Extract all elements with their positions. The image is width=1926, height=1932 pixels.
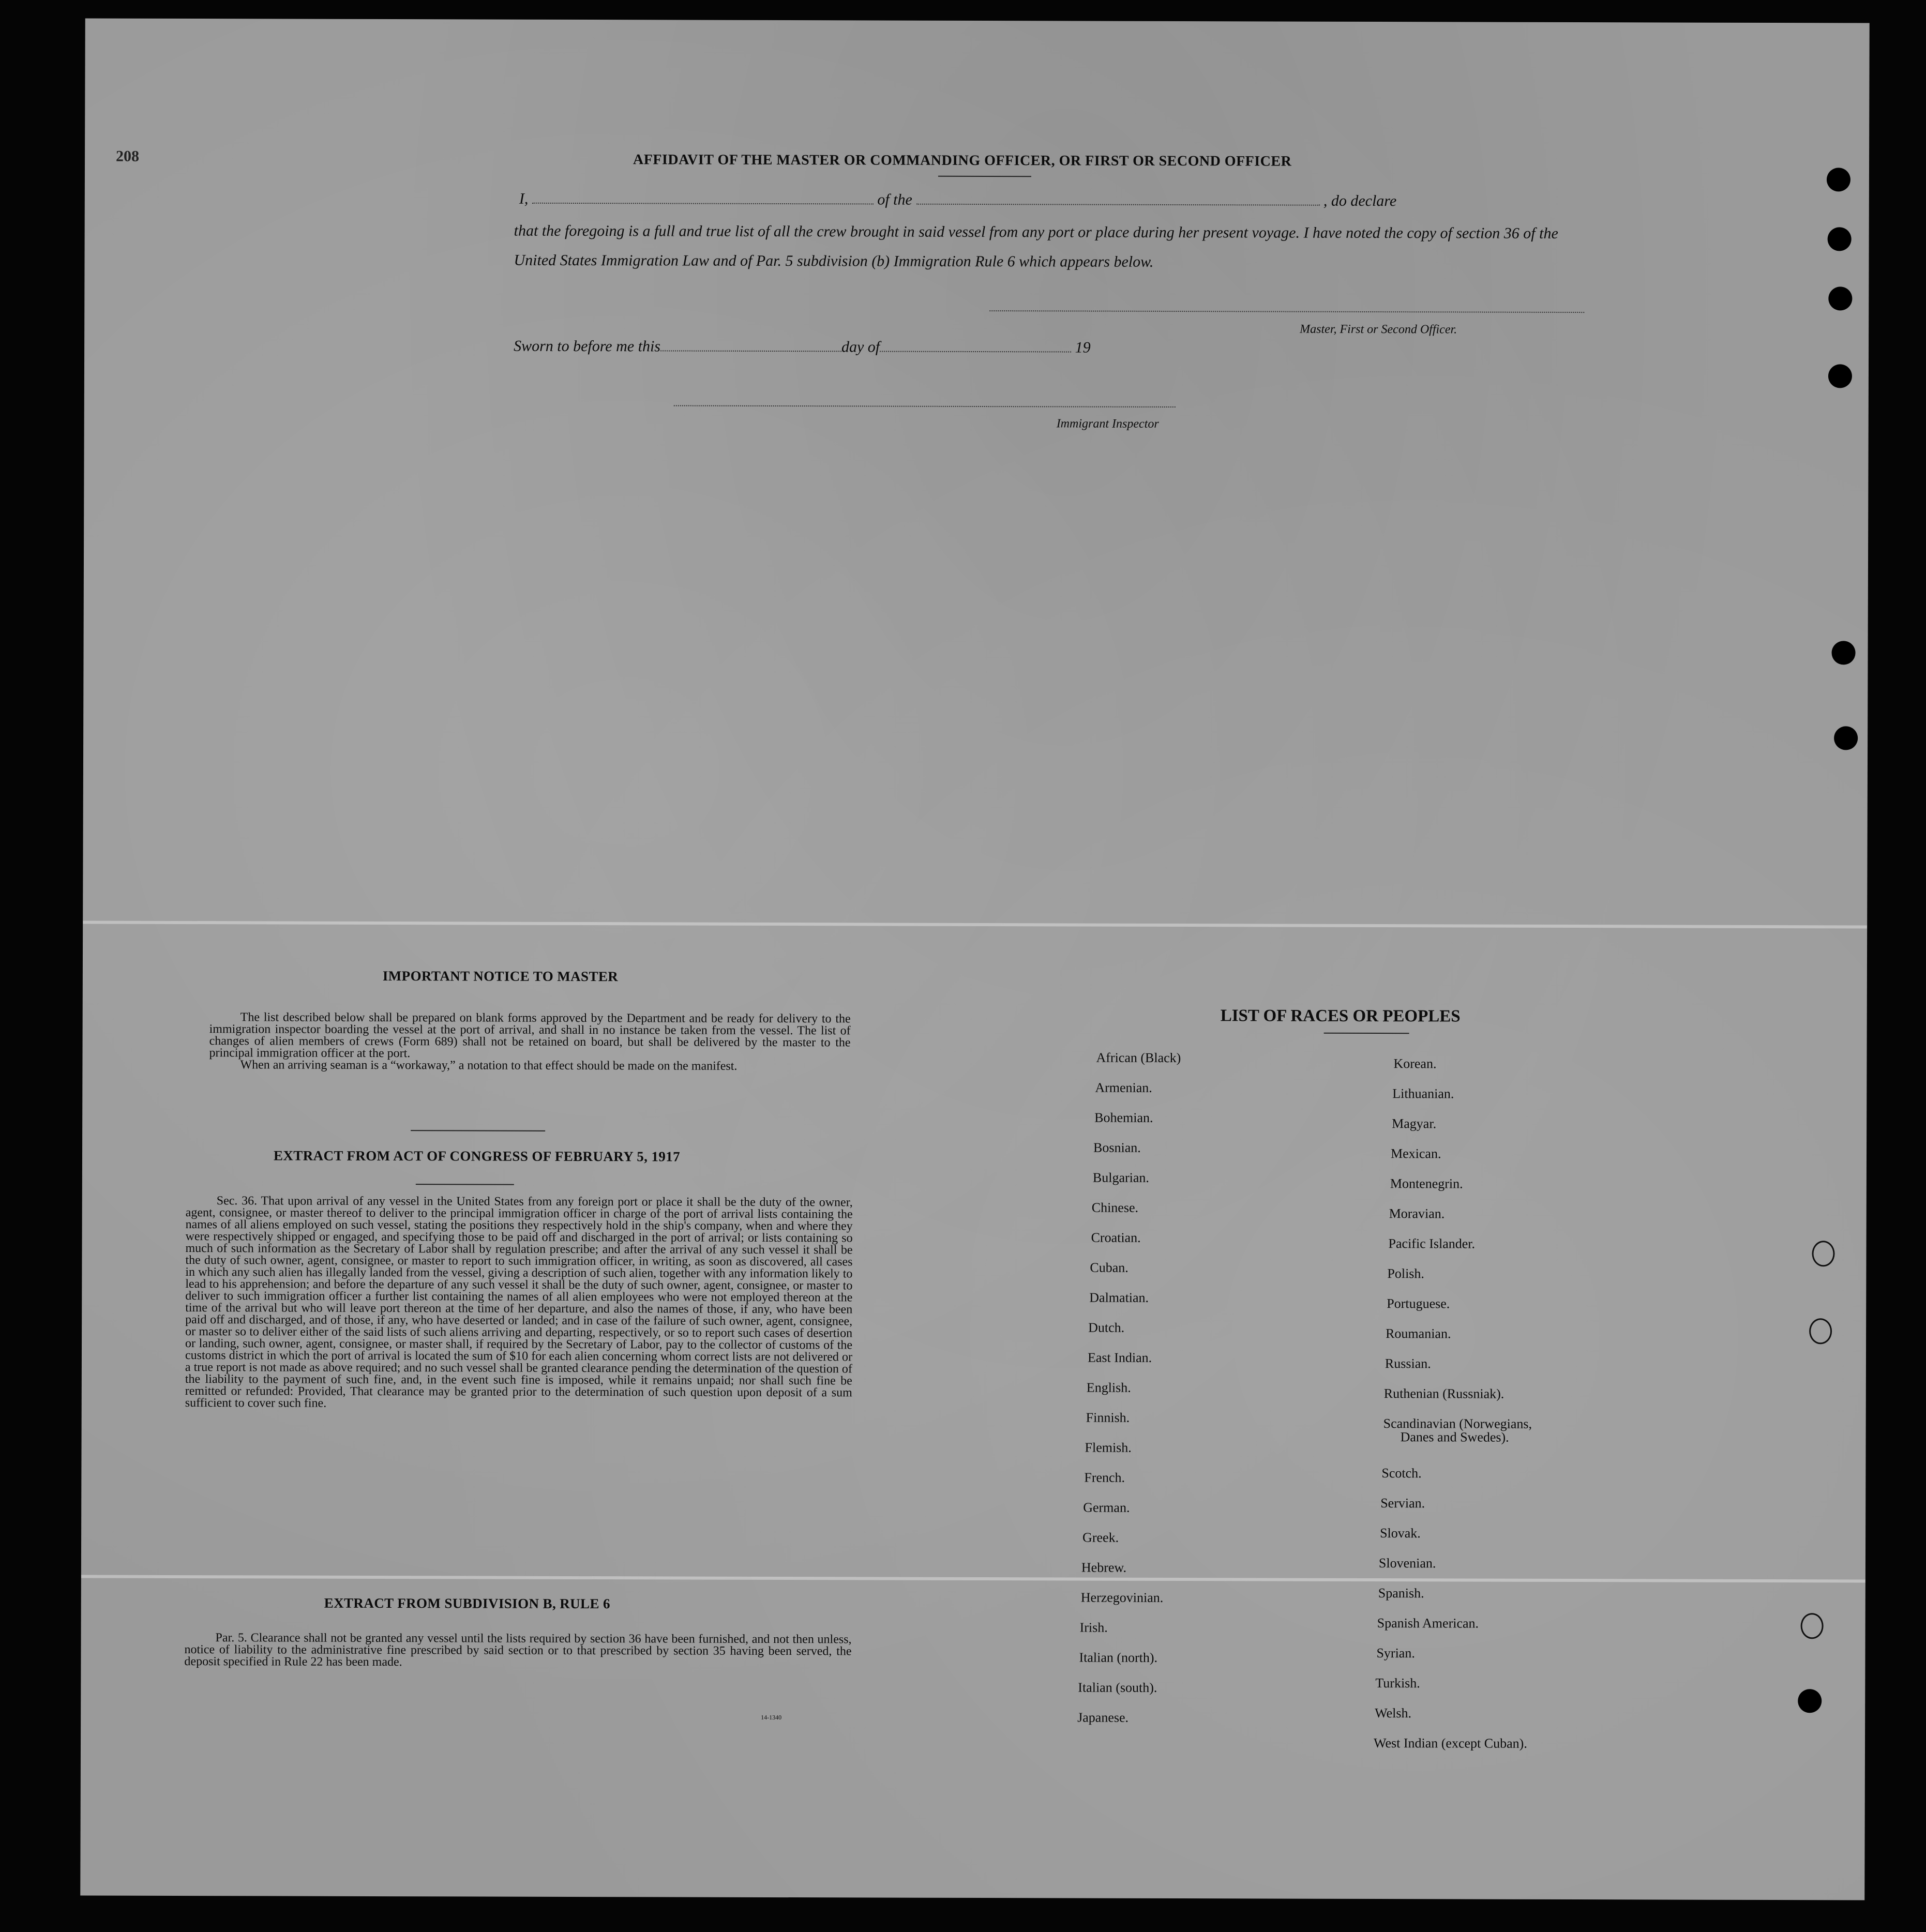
race-item: Herzegovinian. <box>1080 1590 1164 1605</box>
divider <box>938 176 1031 177</box>
races-left-column <box>85 18 1870 23</box>
race-item: Russian. <box>1385 1356 1431 1371</box>
race-item: Turkish. <box>1375 1676 1420 1691</box>
affidavit-declare: , do declare <box>1323 192 1397 210</box>
affidavit-title: AFFIDAVIT OF THE MASTER OR COMMANDING OFFICER, OR FIRST OR SECOND OFFICER <box>633 152 1292 170</box>
race-item: Armenian. <box>1095 1080 1152 1095</box>
race-item: Flemish. <box>1085 1440 1132 1455</box>
race-item: Magyar. <box>1392 1116 1437 1131</box>
punch-hole <box>1831 641 1855 665</box>
race-item: Japanese. <box>1077 1710 1129 1725</box>
race-item: Greek. <box>1082 1530 1119 1545</box>
race-item: Spanish. <box>1378 1586 1424 1601</box>
punch-hole <box>1827 168 1850 191</box>
fold-line <box>81 1575 1865 1582</box>
race-item: Finnish. <box>1086 1410 1130 1425</box>
race-item: French. <box>1084 1470 1125 1485</box>
divider <box>416 1184 514 1185</box>
inspector-signature-line <box>674 405 1176 407</box>
punch-hole <box>1828 286 1852 310</box>
race-item: Slovenian. <box>1378 1556 1436 1571</box>
race-item: Korean. <box>1393 1056 1437 1071</box>
par-5-text: Par. 5. Clearance shall not be granted any vessel until the lists required by section 36 have been furnished, and not then unless, notice of liability to the administrative fine prescribed by said section or to that prescribed by section 35 having been served, the deposit specified in Rule 22 has been made. <box>184 1631 852 1669</box>
race-item: Dalmatian. <box>1089 1290 1149 1305</box>
rule-extract-text <box>184 1632 851 1669</box>
sworn-day: day of <box>841 338 880 356</box>
divider <box>1324 1033 1409 1034</box>
race-item: African (Black) <box>1096 1050 1181 1066</box>
race-item: Lithuanian. <box>1392 1086 1454 1101</box>
act-extract-text <box>185 1195 853 1411</box>
race-item: Bohemian. <box>1094 1110 1153 1125</box>
race-item: Bosnian. <box>1093 1140 1141 1155</box>
form-number: 14-1340 <box>761 1713 782 1722</box>
affidavit-text: that the foregoing is a full and true list of all the crew brought in said vessel from any port or place during her present voyage. I have noted the copy of section 36 of the United States Immigration Law and of Par. 5 subdivision (b) Immigration Rule 6 which appears below. <box>514 222 1558 270</box>
race-item: Spanish American. <box>1377 1616 1479 1631</box>
signature-label: Master, First or Second Officer. <box>1300 322 1457 337</box>
sworn-prefix: Sworn to before me this <box>514 337 661 355</box>
race-item: Polish. <box>1387 1266 1424 1281</box>
sworn-line <box>514 338 1091 357</box>
race-item: Danes and Swedes). <box>1400 1429 1509 1445</box>
race-item: Slovak. <box>1380 1526 1421 1541</box>
punch-hole <box>1834 726 1858 750</box>
rule-extract-title: EXTRACT FROM SUBDIVISION B, RULE 6 <box>324 1595 610 1612</box>
race-item: Moravian. <box>1389 1206 1445 1221</box>
race-item: Montenegrin. <box>1390 1176 1463 1191</box>
document-page <box>80 18 1869 1900</box>
race-item: East Indian. <box>1087 1350 1152 1365</box>
race-item: Hebrew. <box>1081 1560 1127 1575</box>
notice-title: IMPORTANT NOTICE TO MASTER <box>382 968 619 985</box>
notice-paragraph-2: When an arriving seaman is a “workaway,” a notation to that effect should be made on the manifest. <box>240 1058 738 1073</box>
punch-hole <box>1828 227 1852 251</box>
race-item: German. <box>1083 1500 1130 1515</box>
races-title: LIST OF RACES OR PEOPLES <box>1220 1006 1461 1026</box>
race-item: Ruthenian (Russniak). <box>1383 1386 1504 1401</box>
act-extract-title: EXTRACT FROM ACT OF CONGRESS OF FEBRUARY 5, 1917 <box>273 1148 681 1165</box>
race-item: Portuguese. <box>1387 1296 1450 1311</box>
race-item: Pacific Islander. <box>1388 1236 1476 1251</box>
signature-line <box>989 310 1584 313</box>
punch-hole <box>1812 1241 1834 1266</box>
sworn-year: 19 <box>1075 339 1091 356</box>
race-item: Syrian. <box>1376 1646 1415 1661</box>
page-number: 208 <box>116 147 140 165</box>
race-item: Dutch. <box>1088 1320 1125 1335</box>
inspector-label: Immigrant Inspector <box>1056 417 1159 431</box>
race-item: Mexican. <box>1390 1146 1441 1161</box>
notice-text <box>209 1012 850 1073</box>
race-item: Italian (south). <box>1078 1680 1157 1695</box>
races-right-column <box>85 18 1870 23</box>
race-item: English. <box>1086 1380 1131 1395</box>
fold-line <box>83 920 1867 928</box>
affidavit-of: of the <box>877 191 912 208</box>
race-item: West Indian (except Cuban). <box>1373 1735 1527 1751</box>
punch-hole <box>1798 1689 1822 1713</box>
race-item: Servian. <box>1380 1496 1425 1511</box>
punch-hole <box>1809 1318 1832 1344</box>
race-item: Scandinavian (Norwegians, <box>1383 1416 1532 1431</box>
race-item: Chinese. <box>1091 1200 1139 1215</box>
race-item: Scotch. <box>1381 1466 1422 1481</box>
divider <box>411 1130 545 1131</box>
punch-hole <box>1828 364 1852 388</box>
section-36-text: Sec. 36. That upon arrival of any vessel in the United States from any foreign port or place it shall be the duty of the owner, agent, consignee, or master thereof to deliver to the principal immigration officer in charge of the port of arrival lists containing the names of all aliens employed on such vessel, stating the positions they respectively hold in the ship's company, when and where they were respectively shipped or engaged, and specifying those to be paid off and discharged in the port of arrival; or lists containing so much of such information as the Secretary of Labor shall by regulation prescribe; and after the arrival of any such vessel it shall be the duty of such owner, agent, consignee, or master to report to such immigration officer, in writing, as soon as discovered, all cases in which any such alien has illegally landed from the vessel, giving a description of such alien, together with any information likely to lead to his apprehension; and before the departure of any such vessel it shall be the duty of such owner, agent, consignee, or master to deliver to such immigration officer a further list containing the names of all alien employees who were not employed thereon at the time of the arrival but who will leave port thereon at the time of her departure, and also the names of those, if any, who have been paid off and discharged, and of those, if any, who have deserted or landed; and in case of the failure of such owner, agent, consignee, or master so to deliver either of the said lists of such aliens arriving and departing, respectively, or so to report such cases of desertion or landing, such owner, agent, consignee, or master shall, if required by the Secretary of Labor, pay to the collector of customs of the customs district in which the port of arrival is located the sum of $10 for each alien concerning whom correct lists are not delivered or a true report is not made as above required; and no such vessel shall be granted clearance pending the determination of the question of the liability to the payment of such fine, and, in the event such fine is imposed, while it remains unpaid; nor shall such fine be remitted or refunded: Provided, That clearance may be granted prior to the determination of such question upon deposit of a sum sufficient to cover such fine. <box>185 1194 853 1410</box>
race-item: Bulgarian. <box>1092 1170 1149 1185</box>
affidavit-line1 <box>519 190 1585 210</box>
affidavit-i: I, <box>519 190 529 207</box>
punch-hole <box>1801 1613 1824 1639</box>
notice-paragraph-1: The list described below shall be prepared on blank forms approved by the Department and be ready for delivery to the immigration inspector boarding the vessel at the port of arrival, and shall in no instance be taken from the vessel. The list of changes of alien members of crews (Form 689) shall not be retained on board, but shall be delivered by the master to the principal immigration officer at the port. <box>209 1010 851 1061</box>
race-item: Italian (north). <box>1079 1650 1158 1665</box>
race-item: Irish. <box>1079 1620 1108 1635</box>
race-item: Croatian. <box>1091 1230 1141 1245</box>
race-item: Welsh. <box>1375 1705 1412 1721</box>
race-item: Roumanian. <box>1386 1326 1451 1341</box>
race-item: Cuban. <box>1090 1260 1128 1275</box>
